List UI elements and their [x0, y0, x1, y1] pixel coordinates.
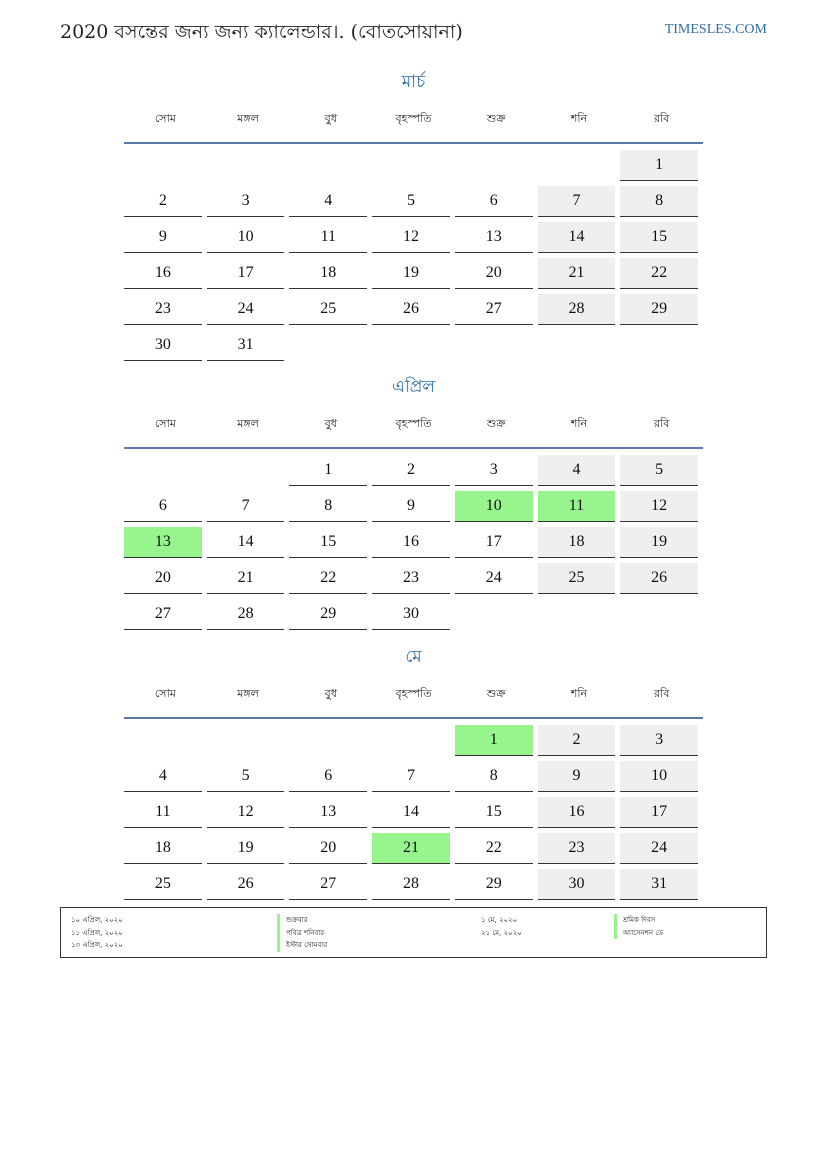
day-cell[interactable]: 21 — [207, 563, 285, 594]
day-cell[interactable]: 23 — [538, 833, 616, 864]
day-cell[interactable]: 2 — [538, 725, 616, 756]
week-row — [124, 489, 703, 525]
legend-left-dates — [71, 914, 123, 952]
weekday-label: বৃহস্পতি — [395, 686, 432, 700]
day-cell[interactable]: 21 — [538, 258, 616, 289]
day-grid — [124, 449, 703, 633]
day-cell[interactable]: 7 — [538, 186, 616, 217]
day-cell[interactable]: 8 — [455, 761, 533, 792]
day-cell[interactable]: 25 — [538, 563, 616, 594]
day-cell[interactable]: 24 — [207, 294, 285, 325]
day-cell[interactable]: 26 — [620, 563, 698, 594]
day-cell[interactable]: 10 — [620, 761, 698, 792]
day-grid — [124, 719, 703, 903]
day-cell[interactable]: 4 — [289, 186, 367, 217]
day-cell[interactable]: 7 — [372, 761, 450, 792]
day-cell[interactable]: 13 — [289, 797, 367, 828]
day-cell[interactable]: 4 — [538, 455, 616, 486]
legend-date: ১০ এপ্রিল, ২০২০ — [71, 916, 123, 924]
day-cell[interactable]: 13 — [124, 527, 202, 558]
day-cell[interactable]: 30 — [538, 869, 616, 900]
day-cell[interactable]: 21 — [372, 833, 450, 864]
empty-day-cell — [372, 330, 450, 360]
legend-left-names — [277, 914, 327, 952]
legend-holiday-name: শুক্রবার — [277, 914, 327, 927]
weekday-label: শুক্র — [486, 416, 506, 430]
day-cell[interactable]: 9 — [124, 222, 202, 253]
week-row — [124, 148, 703, 184]
weekday-header — [124, 671, 703, 719]
day-cell[interactable]: 12 — [372, 222, 450, 253]
day-cell[interactable]: 25 — [124, 869, 202, 900]
day-cell[interactable]: 17 — [455, 527, 533, 558]
month-title: মার্চ — [401, 72, 426, 92]
weekday-label: শনি — [570, 686, 588, 700]
weekday-label: শনি — [570, 416, 588, 430]
day-cell[interactable]: 16 — [538, 797, 616, 828]
day-cell[interactable]: 31 — [207, 330, 285, 361]
day-cell[interactable]: 20 — [455, 258, 533, 289]
day-cell[interactable]: 14 — [372, 797, 450, 828]
day-cell[interactable]: 10 — [455, 491, 533, 522]
weekday-label: বুধ — [324, 416, 337, 430]
day-cell[interactable]: 11 — [289, 222, 367, 253]
day-cell[interactable]: 9 — [538, 761, 616, 792]
weekday-label: মঙ্গল — [237, 111, 259, 125]
weekday-label: বৃহস্পতি — [395, 416, 432, 430]
week-row — [124, 831, 703, 867]
weekday-label: সোম — [154, 686, 176, 700]
empty-day-cell — [620, 330, 698, 360]
empty-day-cell — [289, 330, 367, 360]
empty-day-cell — [538, 599, 616, 629]
weekday-label: শুক্র — [486, 111, 506, 125]
day-cell[interactable]: 26 — [372, 294, 450, 325]
weekday-label: সোম — [154, 111, 176, 125]
day-cell[interactable]: 18 — [538, 527, 616, 558]
day-cell[interactable]: 8 — [620, 186, 698, 217]
month-calendar — [124, 373, 703, 633]
empty-day-cell — [124, 725, 202, 755]
weekday-label: রবি — [654, 416, 670, 430]
day-cell[interactable]: 6 — [289, 761, 367, 792]
weekday-label: বুধ — [324, 111, 337, 125]
holiday-legend — [60, 907, 767, 958]
day-cell[interactable]: 22 — [289, 563, 367, 594]
day-cell[interactable]: 14 — [538, 222, 616, 253]
day-cell[interactable]: 9 — [372, 491, 450, 522]
day-cell[interactable]: 1 — [455, 725, 533, 756]
day-cell[interactable]: 13 — [455, 222, 533, 253]
week-row — [124, 525, 703, 561]
day-cell[interactable]: 17 — [207, 258, 285, 289]
empty-day-cell — [124, 150, 202, 180]
day-cell[interactable]: 24 — [455, 563, 533, 594]
page-title: 2020 বসন্তের জন্য জন্য ক্যালেন্ডার।. (বোতসোয়ানা) — [60, 21, 463, 43]
weekday-label: মঙ্গল — [237, 416, 259, 430]
legend-date: ২১ মে, ২০২০ — [481, 928, 522, 937]
day-cell[interactable]: 5 — [620, 455, 698, 486]
day-cell[interactable]: 15 — [620, 222, 698, 253]
day-cell[interactable]: 29 — [620, 294, 698, 325]
day-cell[interactable]: 3 — [207, 186, 285, 217]
day-cell[interactable]: 7 — [207, 491, 285, 522]
day-cell[interactable]: 19 — [207, 833, 285, 864]
day-cell[interactable]: 20 — [289, 833, 367, 864]
empty-day-cell — [124, 455, 202, 485]
month-title: মে — [405, 647, 422, 667]
week-row — [124, 328, 703, 364]
empty-day-cell — [289, 150, 367, 180]
day-cell[interactable]: 28 — [372, 869, 450, 900]
day-cell[interactable]: 27 — [124, 599, 202, 630]
day-cell[interactable]: 12 — [620, 491, 698, 522]
week-row — [124, 184, 703, 220]
day-cell[interactable]: 1 — [620, 150, 698, 181]
day-cell[interactable]: 18 — [124, 833, 202, 864]
month-calendar — [124, 643, 703, 903]
day-cell[interactable]: 25 — [289, 294, 367, 325]
week-row — [124, 795, 703, 831]
day-cell[interactable]: 3 — [455, 455, 533, 486]
empty-day-cell — [372, 150, 450, 180]
day-cell[interactable]: 28 — [207, 599, 285, 630]
day-cell[interactable]: 5 — [372, 186, 450, 217]
day-cell[interactable]: 23 — [124, 294, 202, 325]
weekday-label: মঙ্গল — [237, 686, 259, 700]
day-cell[interactable]: 16 — [372, 527, 450, 558]
legend-date: ১ মে, ২০২০ — [481, 916, 518, 924]
day-cell[interactable]: 11 — [538, 491, 616, 522]
day-cell[interactable]: 3 — [620, 725, 698, 756]
day-cell[interactable]: 12 — [207, 797, 285, 828]
week-row — [124, 561, 703, 597]
weekday-header — [124, 401, 703, 449]
day-cell[interactable]: 23 — [372, 563, 450, 594]
day-cell[interactable]: 17 — [620, 797, 698, 828]
weekday-label: সোম — [154, 416, 176, 430]
day-cell[interactable]: 27 — [455, 294, 533, 325]
month-title: এপ্রিল — [391, 377, 436, 397]
site-link[interactable]: TIMESLES.COM — [664, 22, 767, 37]
legend-holiday-name: ইস্টার সোমবার — [277, 939, 327, 952]
empty-day-cell — [455, 150, 533, 180]
day-cell[interactable]: 29 — [455, 869, 533, 900]
week-row — [124, 292, 703, 328]
day-cell[interactable]: 27 — [289, 869, 367, 900]
day-cell[interactable]: 22 — [620, 258, 698, 289]
day-cell[interactable]: 15 — [455, 797, 533, 828]
day-cell[interactable]: 30 — [124, 330, 202, 361]
day-grid — [124, 144, 703, 364]
day-cell[interactable]: 16 — [124, 258, 202, 289]
empty-day-cell — [455, 599, 533, 629]
day-cell[interactable]: 6 — [124, 491, 202, 522]
week-row — [124, 453, 703, 489]
weekday-header — [124, 96, 703, 144]
day-cell[interactable]: 1 — [289, 455, 367, 486]
day-cell[interactable]: 26 — [207, 869, 285, 900]
weekday-label: বৃহস্পতি — [395, 111, 432, 125]
empty-day-cell — [289, 725, 367, 755]
week-row — [124, 867, 703, 903]
day-cell[interactable]: 11 — [124, 797, 202, 828]
day-cell[interactable]: 29 — [289, 599, 367, 630]
legend-right-names — [614, 914, 663, 939]
empty-day-cell — [455, 330, 533, 360]
day-cell[interactable]: 5 — [207, 761, 285, 792]
week-row — [124, 597, 703, 633]
day-cell[interactable]: 2 — [372, 455, 450, 486]
empty-day-cell — [207, 150, 285, 180]
weekday-label: বুধ — [324, 686, 337, 700]
day-cell[interactable]: 6 — [455, 186, 533, 217]
empty-day-cell — [372, 725, 450, 755]
day-cell[interactable]: 28 — [538, 294, 616, 325]
legend-date: ১১ এপ্রিল, ২০২০ — [71, 928, 123, 937]
week-row — [124, 759, 703, 795]
weekday-label: রবি — [654, 111, 670, 125]
day-cell[interactable]: 18 — [289, 258, 367, 289]
day-cell[interactable]: 31 — [620, 869, 698, 900]
day-cell[interactable]: 19 — [372, 258, 450, 289]
empty-day-cell — [207, 725, 285, 755]
empty-day-cell — [538, 150, 616, 180]
week-row — [124, 723, 703, 759]
legend-right-dates — [481, 914, 522, 939]
day-cell[interactable]: 10 — [207, 222, 285, 253]
day-cell[interactable]: 20 — [124, 563, 202, 594]
legend-holiday-name: পবিত্র শনিবার — [277, 927, 327, 940]
day-cell[interactable]: 2 — [124, 186, 202, 217]
empty-day-cell — [620, 599, 698, 629]
week-row — [124, 256, 703, 292]
legend-date: ১৩ এপ্রিল, ২০২০ — [71, 941, 123, 949]
weekday-label: রবি — [654, 686, 670, 700]
weekday-label: শুক্র — [486, 686, 506, 700]
weekday-label: শনি — [570, 111, 588, 125]
day-cell[interactable]: 19 — [620, 527, 698, 558]
day-cell[interactable]: 8 — [289, 491, 367, 522]
empty-day-cell — [207, 455, 285, 485]
empty-day-cell — [538, 330, 616, 360]
day-cell[interactable]: 22 — [455, 833, 533, 864]
day-cell[interactable]: 14 — [207, 527, 285, 558]
legend-holiday-name: অ্যাসেনশন ডে — [614, 927, 663, 940]
day-cell[interactable]: 15 — [289, 527, 367, 558]
legend-holiday-name: শ্রমিক দিবস — [614, 914, 663, 927]
day-cell[interactable]: 4 — [124, 761, 202, 792]
week-row — [124, 220, 703, 256]
day-cell[interactable]: 30 — [372, 599, 450, 630]
day-cell[interactable]: 24 — [620, 833, 698, 864]
month-calendar — [124, 68, 703, 364]
